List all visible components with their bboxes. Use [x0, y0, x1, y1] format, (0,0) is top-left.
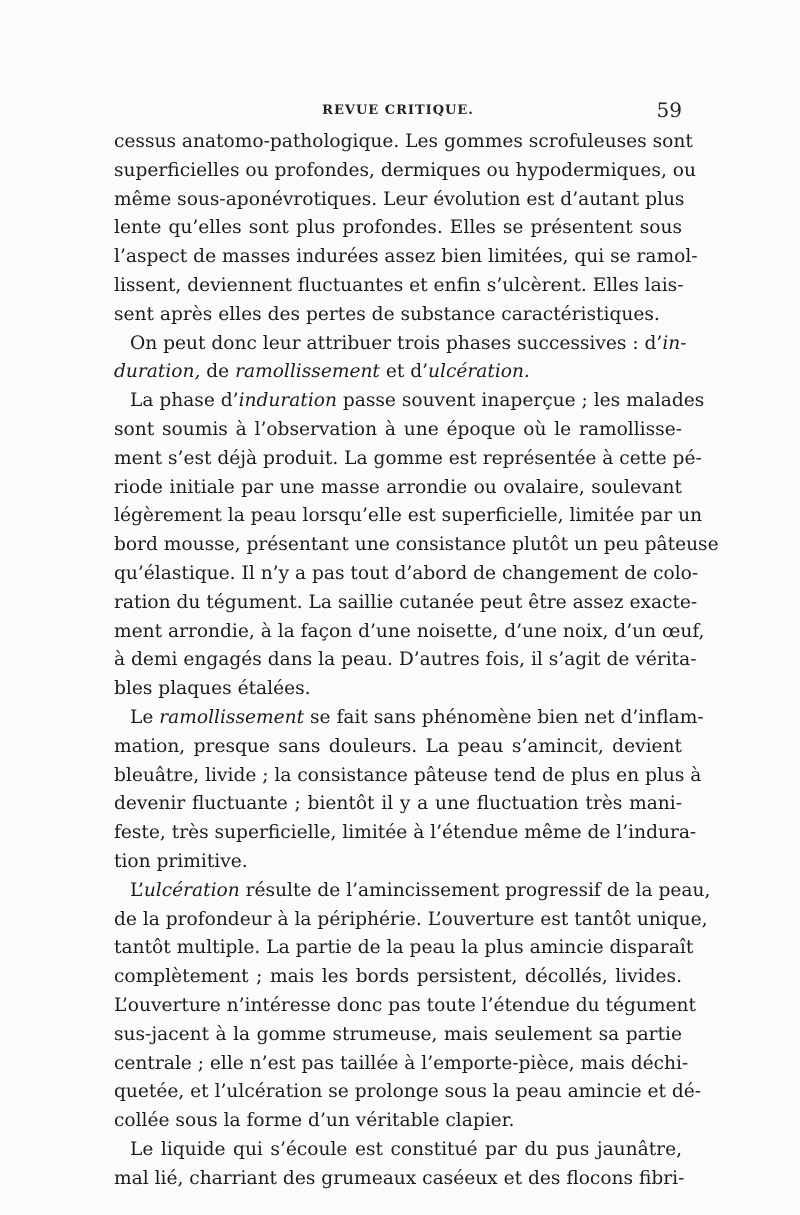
text-line: collée sous la forme d’un véritable clapier. — [114, 1110, 515, 1132]
text-line: ment s’est déjà produit. La gomme est représentée à cette pé- — [114, 447, 702, 469]
text-line: Le liquide qui s’écoule est constitué par du pus jaunâtre, — [130, 1138, 682, 1160]
text-line: riode initiale par une masse arrondie ou ovalaire, soulevant — [114, 476, 682, 498]
text-line: légèrement la peau lorsqu’elle est superficielle, limitée par un — [114, 505, 703, 527]
text-run: résulte de l’amincissement progressif de la peau, — [239, 879, 711, 901]
italic-term: induration — [238, 390, 337, 412]
text-run: L’ — [130, 879, 144, 901]
text-line — [114, 387, 705, 416]
text-line — [114, 358, 682, 387]
text-line — [114, 704, 704, 733]
text-run: Le — [130, 706, 160, 728]
text-line: bleuâtre, livide ; la consistance pâteuse tend de plus en plus à — [114, 764, 702, 786]
italic-term: ulcération — [143, 879, 240, 901]
text-run: La phase d’ — [130, 390, 239, 412]
paragraph-1 — [114, 128, 698, 330]
text-line — [114, 877, 711, 906]
page-number: 59 — [656, 98, 682, 122]
text-line: bles plaques étalées. — [114, 678, 311, 700]
text-run: de — [200, 361, 236, 383]
text-line: ration du tégument. La saillie cutanée peut être assez exacte- — [114, 591, 698, 613]
paragraph-5 — [114, 877, 711, 1136]
paragraph-3 — [114, 387, 719, 704]
text-line: de la profondeur à la périphérie. L’ouverture est tantôt unique, — [114, 908, 708, 930]
text-line: à demi engagés dans la peau. D’autres fois, il s’agit de vérita- — [114, 649, 697, 671]
text-line: tantôt multiple. La partie de la peau la plus amincie disparaît — [114, 937, 694, 959]
body-text — [114, 128, 719, 1193]
italic-term: ramollissement — [235, 361, 380, 383]
page-header — [114, 98, 682, 122]
text-line: complètement ; mais les bords persistent, décollés, livides. — [114, 966, 682, 988]
text-line: sus-jacent à la gomme strumeuse, mais seulement sa partie — [114, 1023, 682, 1045]
text-line: mal lié, charriant des grumeaux caséeux et des flocons fibri- — [114, 1167, 685, 1189]
text-line: tion primitive. — [114, 850, 248, 872]
text-line: ment arrondie, à la façon d’une noisette, d’une noix, d’un œuf, — [114, 620, 705, 642]
paragraph-6 — [114, 1136, 685, 1194]
text-run: passe souvent inaperçue ; les malades — [336, 390, 705, 412]
text-line: même sous-aponévrotiques. Leur évolution est d’autant plus — [114, 188, 685, 210]
text-line: L’ouverture n’intéresse donc pas toute l’étendue du tégument — [114, 994, 696, 1016]
text-line: bord mousse, présentant une consistance plutôt un peu pâteuse — [114, 534, 719, 556]
text-line: l’aspect de masses indurées assez bien limitées, qui se ramol- — [114, 246, 698, 268]
italic-term: duration, — [114, 361, 201, 383]
text-run: et d’ — [379, 361, 429, 383]
italic-term: ulcération. — [428, 361, 530, 383]
text-line: devenir fluctuante ; bientôt il y a une fluctuation très mani- — [114, 793, 682, 815]
text-line: lente qu’elles sont plus profondes. Elles se présentent sous — [114, 217, 682, 239]
text-line: qu’élastique. Il n’y a pas tout d’abord de changement de colo- — [114, 562, 699, 584]
text-run: On peut donc leur attribuer trois phases successives : d’ — [130, 332, 663, 354]
italic-term: in- — [662, 332, 687, 354]
italic-term: ramollissement — [159, 706, 305, 728]
paragraph-2 — [114, 330, 687, 388]
text-line: lissent, deviennent fluctuantes et enfin s’ulcèrent. Elles lais- — [114, 274, 684, 296]
text-line: quetée, et l’ulcération se prolonge sous la peau amincie et dé- — [114, 1081, 702, 1103]
paragraph-4 — [114, 704, 704, 877]
text-run: se fait sans phénomène bien net d’inflam- — [304, 706, 704, 728]
text-line: sont soumis à l’observation à une époque où le ramollisse- — [114, 418, 682, 440]
text-line: sent après elles des pertes de substance caractéristiques. — [114, 303, 660, 325]
running-head: REVUE CRITIQUE. — [322, 103, 474, 118]
text-line: centrale ; elle n’est pas taillée à l’emporte-pièce, mais déchi- — [114, 1052, 689, 1074]
text-line — [114, 330, 687, 359]
text-line: mation, presque sans douleurs. La peau s’amincit, devient — [114, 735, 682, 757]
text-line: cessus anatomo-pathologique. Les gommes scrofuleuses sont — [114, 131, 693, 152]
text-line: feste, très superficielle, limitée à l’étendue même de l’indura- — [114, 822, 697, 844]
text-line: superficielles ou profondes, dermiques ou hypodermiques, ou — [114, 159, 696, 181]
